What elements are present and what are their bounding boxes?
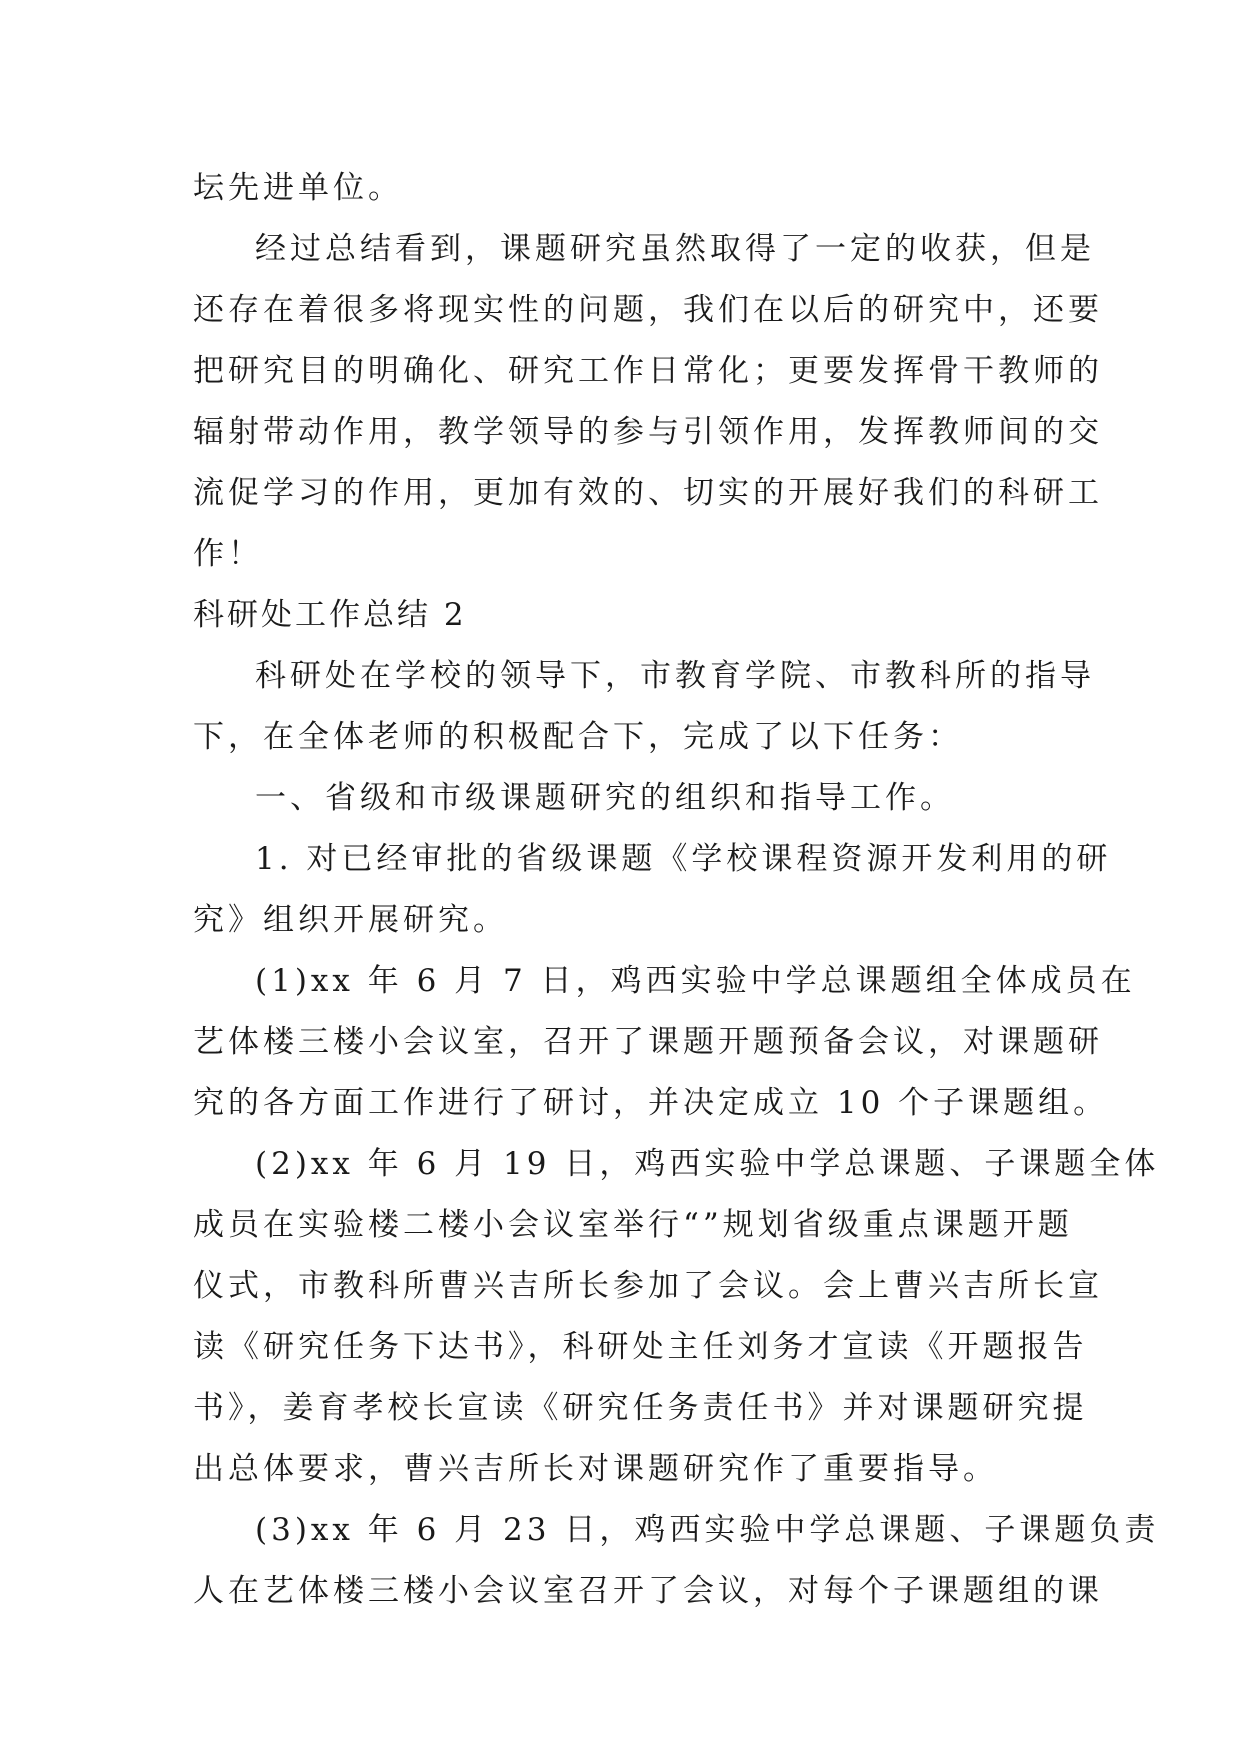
paragraph-line: 读《研究任务下达书》，科研处主任刘务才宣读《开题报告 — [193, 1329, 1088, 1365]
paragraph-line: 仪式，市教科所曹兴吉所长参加了会议。会上曹兴吉所长宣 — [193, 1268, 1103, 1304]
paragraph-line: 经过总结看到，课题研究虽然取得了一定的收获，但是 — [255, 231, 1095, 267]
paragraph-line: 出总体要求，曹兴吉所长对课题研究作了重要指导。 — [193, 1451, 998, 1487]
paragraph-line: 究的各方面工作进行了研讨，并决定成立 10 个子课题组。 — [193, 1085, 1109, 1121]
paragraph-line: 还存在着很多将现实性的问题，我们在以后的研究中，还要 — [193, 292, 1103, 328]
paragraph-line: (1)xx 年 6 月 7 日，鸡西实验中学总课题组全体成员在 — [255, 963, 1136, 999]
paragraph-line: 1. 对已经审批的省级课题《学校课程资源开发利用的研 — [255, 841, 1112, 877]
paragraph-line: 人在艺体楼三楼小会议室召开了会议，对每个子课题组的课 — [193, 1573, 1103, 1609]
paragraph-line: 究》组织开展研究。 — [193, 902, 508, 938]
paragraph-line: (3)xx 年 6 月 23 日，鸡西实验中学总课题、子课题负责 — [255, 1512, 1160, 1548]
paragraph-line: 流促学习的作用，更加有效的、切实的开展好我们的科研工 — [193, 475, 1103, 511]
paragraph-line: (2)xx 年 6 月 19 日，鸡西实验中学总课题、子课题全体 — [255, 1146, 1160, 1182]
paragraph-line: 一、省级和市级课题研究的组织和指导工作。 — [255, 780, 955, 816]
paragraph-line: 辐射带动作用，教学领导的参与引领作用，发挥教师间的交 — [193, 414, 1103, 450]
paragraph-line: 艺体楼三楼小会议室，召开了课题开题预备会议，对课题研 — [193, 1024, 1103, 1060]
paragraph-line: 下，在全体老师的积极配合下，完成了以下任务： — [193, 719, 963, 755]
document-body — [193, 158, 1160, 1622]
paragraph-line: 坛先进单位。 — [193, 170, 403, 206]
paragraph-line: 把研究目的明确化、研究工作日常化；更要发挥骨干教师的 — [193, 353, 1103, 389]
paragraph-line: 科研处在学校的领导下，市教育学院、市教科所的指导 — [255, 658, 1095, 694]
section-heading: 科研处工作总结 2 — [193, 597, 467, 633]
paragraph-line: 作！ — [193, 536, 263, 572]
paragraph-line: 书》，姜育孝校长宣读《研究任务责任书》并对课题研究提 — [193, 1390, 1088, 1426]
paragraph-line: 成员在实验楼二楼小会议室举行“”规划省级重点课题开题 — [193, 1207, 1073, 1243]
